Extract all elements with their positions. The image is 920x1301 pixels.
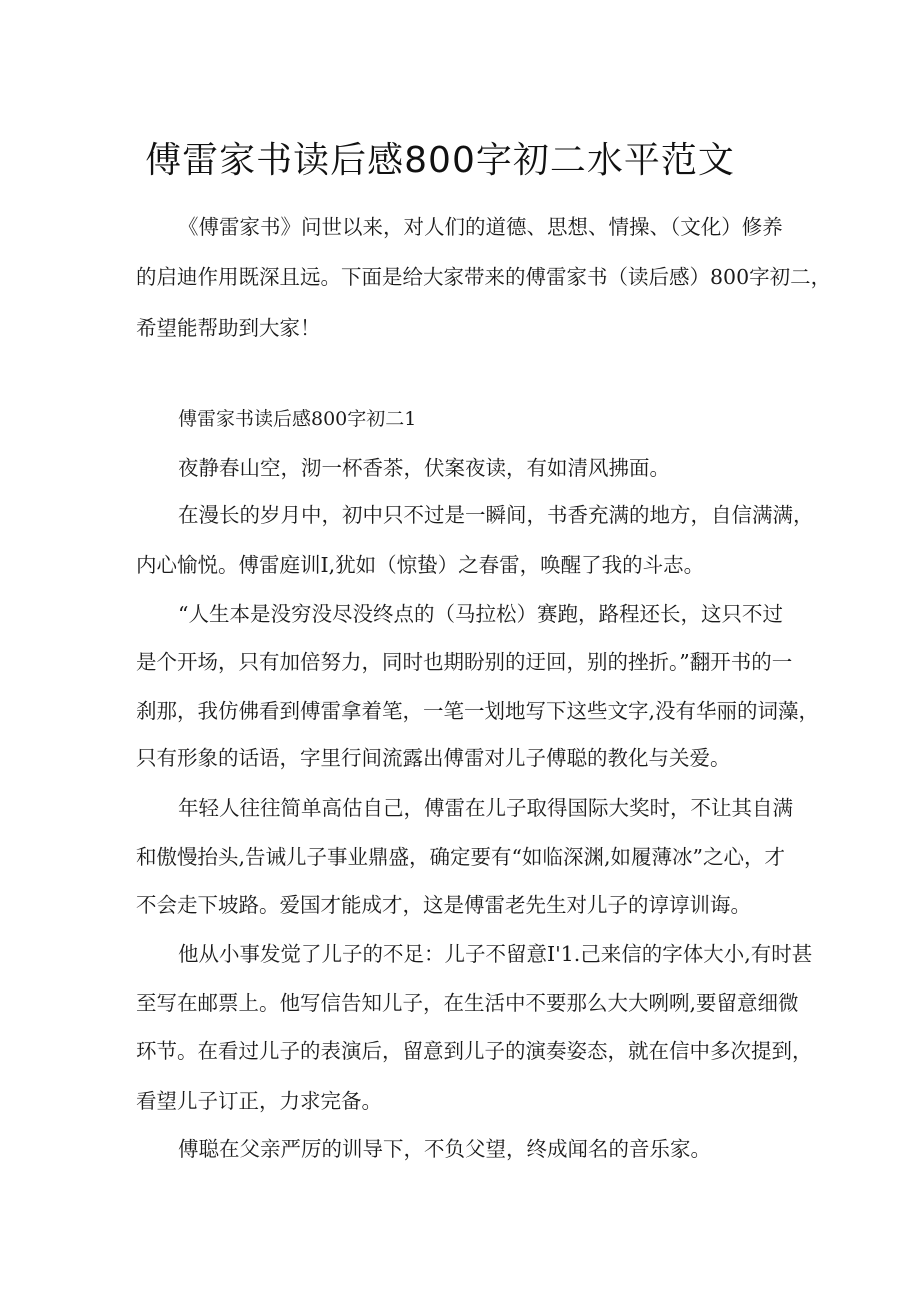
- page-title: 傅雷家书读后感800字初二水平范文: [145, 140, 735, 181]
- paragraph-line: 看望儿子订正，力求完备。: [136, 1089, 382, 1113]
- section-heading: 傅雷家书读后感800字初二1: [178, 408, 417, 430]
- paragraph-line: 只有形象的话语，字里行间流露出傅雷对儿子傅聪的教化与关爱。: [136, 746, 731, 770]
- paragraph-line: 和傲慢抬头,告诫儿子事业鼎盛，确定要有“如临深渊,如履薄冰”之心，才: [136, 845, 785, 869]
- intro-line: 的启迪作用既深且远。下面是给大家带来的傅雷家书（读后感）800字初二，: [136, 265, 832, 289]
- paragraph-line: 环节。在看过儿子的表演后，留意到儿子的演奏姿态，就在信中多次提到，: [136, 1039, 813, 1063]
- intro-line: 希望能帮助到大家！: [136, 316, 321, 340]
- paragraph-line: 至写在邮票上。他写信告知儿子，在生活中不要那么大大咧咧,要留意细微: [136, 991, 799, 1015]
- intro-line: 《傅雷家书》问世以来，对人们的道德、思想、情操、（文化）修养: [178, 215, 783, 239]
- paragraph-line: 在漫长的岁月中，初中只不过是一瞬间，书香充满的地方，自信满满，: [178, 503, 814, 527]
- paragraph-line: 傅聪在父亲严厉的训导下，不负父望，终成闻名的音乐家。: [178, 1137, 711, 1161]
- paragraph-line: 他从小事发觉了儿子的不足：儿子不留意I'1.己来信的字体大小,有时甚: [178, 942, 813, 966]
- paragraph-line: 年轻人往往简单高估自己，傅雷在儿子取得国际大奖时，不让其自满: [178, 796, 793, 820]
- paragraph-line: 夜静春山空，沏一杯香茶，伏案夜读，有如清风拂面。: [178, 456, 670, 480]
- paragraph-line: 是个开场，只有加倍努力，同时也期盼别的迂回，别的挫折。”翻开书的一: [136, 650, 793, 674]
- paragraph-line: 刹那，我仿佛看到傅雷拿着笔，一笔一划地写下这些文字,没有华丽的词藻，: [136, 699, 820, 723]
- paragraph-line: “人生本是没穷没尽没终点的（马拉松）赛跑，路程还长，这只不过: [178, 602, 783, 626]
- paragraph-line: 内心愉悦。傅雷庭训I,犹如（惊蛰）之春雷，唤醒了我的斗志。: [136, 553, 705, 577]
- paragraph-line: 不会走下坡路。爱国才能成才，这是傅雷老先生对儿子的谆谆训诲。: [136, 893, 751, 917]
